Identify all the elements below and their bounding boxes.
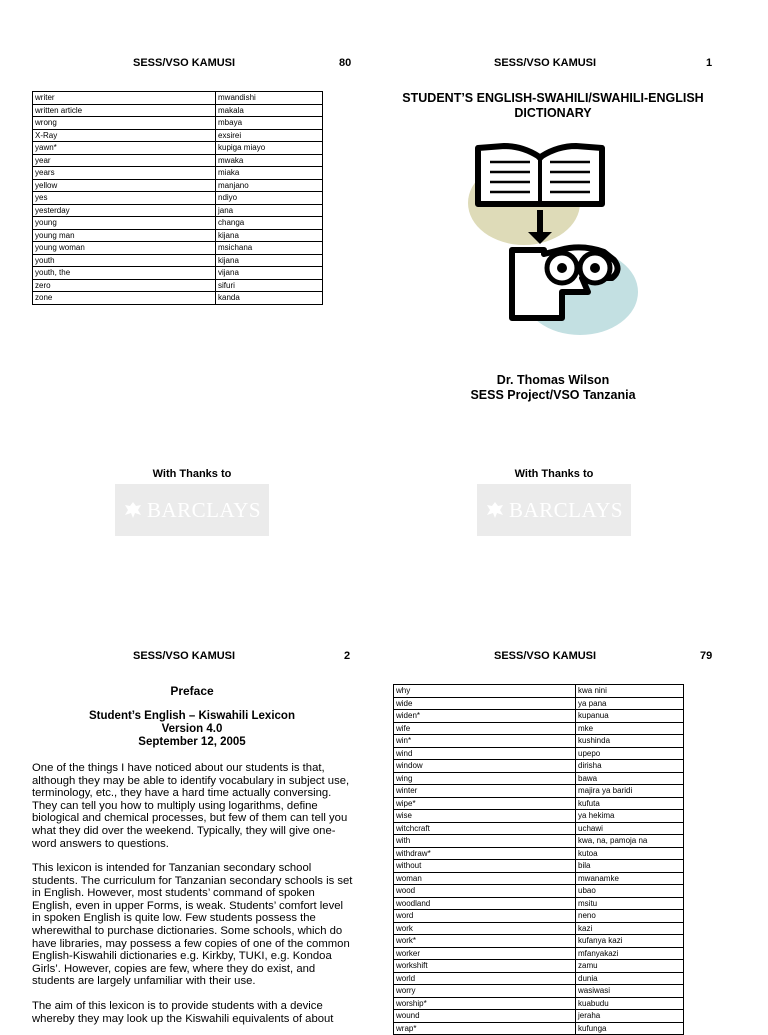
table-row [394, 722, 684, 735]
page-2-number: 2 [344, 650, 351, 662]
swahili-cell: zamu [576, 960, 684, 973]
swahili-cell: ya pana [576, 697, 684, 710]
page-80-number: 80 [339, 57, 352, 69]
thanks-label-left: With Thanks to [152, 468, 232, 480]
author-organization: SESS Project/VSO Tanzania [470, 388, 636, 402]
table-row [394, 985, 684, 998]
english-cell: woodland [394, 897, 576, 910]
swahili-cell: exsirei [216, 129, 323, 142]
english-cell: word [394, 910, 576, 923]
swahili-cell: upepo [576, 747, 684, 760]
table-row [394, 872, 684, 885]
swahili-cell: kuabudu [576, 997, 684, 1010]
english-cell: winter [394, 785, 576, 798]
swahili-cell: kufanya kazi [576, 935, 684, 948]
swahili-cell: mbaya [216, 117, 323, 130]
preface-paragraph-3: The aim of this lexicon is to provide students with a device whereby they may look up the Kiswahili equivalents of about [32, 1000, 334, 1025]
english-cell: work* [394, 935, 576, 948]
english-cell: young woman [33, 242, 216, 255]
english-cell: writer [33, 92, 216, 105]
page-79-header: SESS/VSO KAMUSI [494, 650, 597, 662]
english-cell: worry [394, 985, 576, 998]
vocab-table-page-79 [393, 684, 684, 1035]
english-cell: why [394, 685, 576, 698]
swahili-cell: mfanyakazi [576, 947, 684, 960]
english-cell: woman [394, 872, 576, 885]
english-cell: wide [394, 697, 576, 710]
swahili-cell: kushinda [576, 735, 684, 748]
swahili-cell: sifuri [216, 279, 323, 292]
table-row [394, 960, 684, 973]
vocab-table-page-80 [32, 91, 323, 305]
table-row [33, 242, 323, 255]
english-cell: young man [33, 229, 216, 242]
english-cell: window [394, 760, 576, 773]
page-1-number: 1 [706, 57, 713, 69]
swahili-cell: bila [576, 860, 684, 873]
table-row [394, 735, 684, 748]
preface-date: September 12, 2005 [138, 736, 246, 748]
table-row [33, 167, 323, 180]
thanks-label-right: With Thanks to [514, 468, 594, 480]
barclays-wordmark: BARCLAYS [146, 497, 262, 522]
page-2-header: SESS/VSO KAMUSI [133, 650, 236, 662]
table-row [33, 92, 323, 105]
english-cell: without [394, 860, 576, 873]
table-row [33, 192, 323, 205]
open-book-icon [478, 146, 602, 204]
english-cell: zone [33, 292, 216, 305]
english-cell: yesterday [33, 204, 216, 217]
table-row [394, 685, 684, 698]
preface-heading: Preface [170, 684, 214, 698]
swahili-cell: ubao [576, 885, 684, 898]
english-cell: withdraw* [394, 847, 576, 860]
english-cell: witchcraft [394, 822, 576, 835]
swahili-cell: vijana [216, 267, 323, 280]
english-cell: wood [394, 885, 576, 898]
barclays-wordmark: BARCLAYS [508, 497, 624, 522]
table-row [33, 129, 323, 142]
english-cell: youth [33, 254, 216, 267]
english-cell: wrong [33, 117, 216, 130]
swahili-cell: jana [216, 204, 323, 217]
table-row [394, 1010, 684, 1023]
swahili-cell: mwandishi [216, 92, 323, 105]
author-name: Dr. Thomas Wilson [496, 373, 610, 387]
english-cell: wound [394, 1010, 576, 1023]
table-row [394, 847, 684, 860]
swahili-cell: mke [576, 722, 684, 735]
swahili-cell: wasiwasi [576, 985, 684, 998]
swahili-cell: kijana [216, 254, 323, 267]
table-row [394, 947, 684, 960]
page-1-header: SESS/VSO KAMUSI [494, 57, 597, 69]
barclays-logo-left [115, 484, 269, 536]
table-row [394, 785, 684, 798]
swahili-cell: kwa nini [576, 685, 684, 698]
swahili-cell: dirisha [576, 760, 684, 773]
english-cell: wing [394, 772, 576, 785]
english-cell: X-Ray [33, 129, 216, 142]
english-cell: young [33, 217, 216, 230]
table-row [394, 935, 684, 948]
table-row [394, 910, 684, 923]
table-row [394, 997, 684, 1010]
book-title-line-1: STUDENT’S ENGLISH-SWAHILI/SWAHILI-ENGLISH [402, 91, 704, 105]
eagle-icon [485, 500, 505, 520]
english-cell: wrap* [394, 1022, 576, 1035]
table-row [394, 822, 684, 835]
book-reader-illustration [462, 140, 644, 340]
table-row [394, 860, 684, 873]
table-row [394, 810, 684, 823]
swahili-cell: kutoa [576, 847, 684, 860]
table-row [33, 179, 323, 192]
english-cell: wipe* [394, 797, 576, 810]
swahili-cell: kwa, na, pamoja na [576, 835, 684, 848]
book-title-line-2: DICTIONARY [514, 106, 592, 120]
english-cell: yes [33, 192, 216, 205]
swahili-cell: msichana [216, 242, 323, 255]
swahili-cell: manjano [216, 179, 323, 192]
preface-paragraph-1: One of the things I have noticed about our students is that, although they may be able to identify vocabulary in subject use, terminology, etc., they have a hard time actually conversing. They can tell you how to multiply using logarithms, define biological and chemical processes, but few of them can tell you what they did over the weekend. Typically, they will give one-word answers to questions. [32, 762, 350, 850]
swahili-cell: changa [216, 217, 323, 230]
book-title [384, 91, 722, 121]
swahili-cell: kijana [216, 229, 323, 242]
english-cell: zero [33, 279, 216, 292]
table-row [33, 254, 323, 267]
table-row [394, 772, 684, 785]
english-cell: written article [33, 104, 216, 117]
english-cell: youth, the [33, 267, 216, 280]
table-row [33, 267, 323, 280]
swahili-cell: msitu [576, 897, 684, 910]
english-cell: with [394, 835, 576, 848]
swahili-cell: neno [576, 910, 684, 923]
table-row [394, 760, 684, 773]
english-cell: workshift [394, 960, 576, 973]
swahili-cell: miaka [216, 167, 323, 180]
english-cell: world [394, 972, 576, 985]
swahili-cell: jeraha [576, 1010, 684, 1023]
table-row [394, 972, 684, 985]
swahili-cell: ya hekima [576, 810, 684, 823]
english-cell: yawn* [33, 142, 216, 155]
table-row [394, 710, 684, 723]
swahili-cell: kazi [576, 922, 684, 935]
page-79-number: 79 [700, 650, 713, 662]
preface-subtitle: Student’s English – Kiswahili Lexicon [89, 710, 295, 722]
swahili-cell: ndiyo [216, 192, 323, 205]
english-cell: years [33, 167, 216, 180]
swahili-cell: mwanamke [576, 872, 684, 885]
swahili-cell: kanda [216, 292, 323, 305]
swahili-cell: kupanua [576, 710, 684, 723]
table-row [33, 117, 323, 130]
english-cell: worker [394, 947, 576, 960]
table-row [394, 835, 684, 848]
table-row [394, 897, 684, 910]
author-block [384, 373, 722, 403]
table-row [33, 292, 323, 305]
table-row [33, 204, 323, 217]
english-cell: yellow [33, 179, 216, 192]
table-row [33, 104, 323, 117]
english-cell: win* [394, 735, 576, 748]
swahili-cell: makala [216, 104, 323, 117]
swahili-cell: mwaka [216, 154, 323, 167]
barclays-logo-right [477, 484, 631, 536]
english-cell: widen* [394, 710, 576, 723]
table-row [394, 885, 684, 898]
swahili-cell: kupiga miayo [216, 142, 323, 155]
swahili-cell: kufunga [576, 1022, 684, 1035]
english-cell: wise [394, 810, 576, 823]
table-row [394, 797, 684, 810]
page-80-header: SESS/VSO KAMUSI [133, 57, 236, 69]
eagle-icon [123, 500, 143, 520]
table-row [33, 279, 323, 292]
swahili-cell: kufuta [576, 797, 684, 810]
swahili-cell: dunia [576, 972, 684, 985]
table-row [33, 229, 323, 242]
table-row [33, 154, 323, 167]
table-row [394, 697, 684, 710]
preface-paragraph-2: This lexicon is intended for Tanzanian secondary school students. The curriculum for Tanzanian secondary schools is set in English. However, most students’ command of spoken English, even in upper Forms, is weak. Students’ comfort level in spoken English is quite low. Few students possess the wherewithal to purchase dictionaries. Some schools, which do have libraries, may possess a few copies of one of the common English-Kiswahili dictionaries e.g. Kirkby, TUKI, e.g. Kondoa Girls’. However, copies are few, where they do exist, and students are largely unfamiliar with their use. [32, 862, 353, 988]
english-cell: wind [394, 747, 576, 760]
swahili-cell: bawa [576, 772, 684, 785]
table-row [394, 922, 684, 935]
english-cell: wife [394, 722, 576, 735]
preface-version: Version 4.0 [161, 723, 223, 735]
english-cell: worship* [394, 997, 576, 1010]
table-row [33, 142, 323, 155]
swahili-cell: uchawi [576, 822, 684, 835]
english-cell: work [394, 922, 576, 935]
swahili-cell: majira ya baridi [576, 785, 684, 798]
table-row [33, 217, 323, 230]
english-cell: year [33, 154, 216, 167]
preface-subtitle-block [32, 710, 352, 749]
table-row [394, 747, 684, 760]
